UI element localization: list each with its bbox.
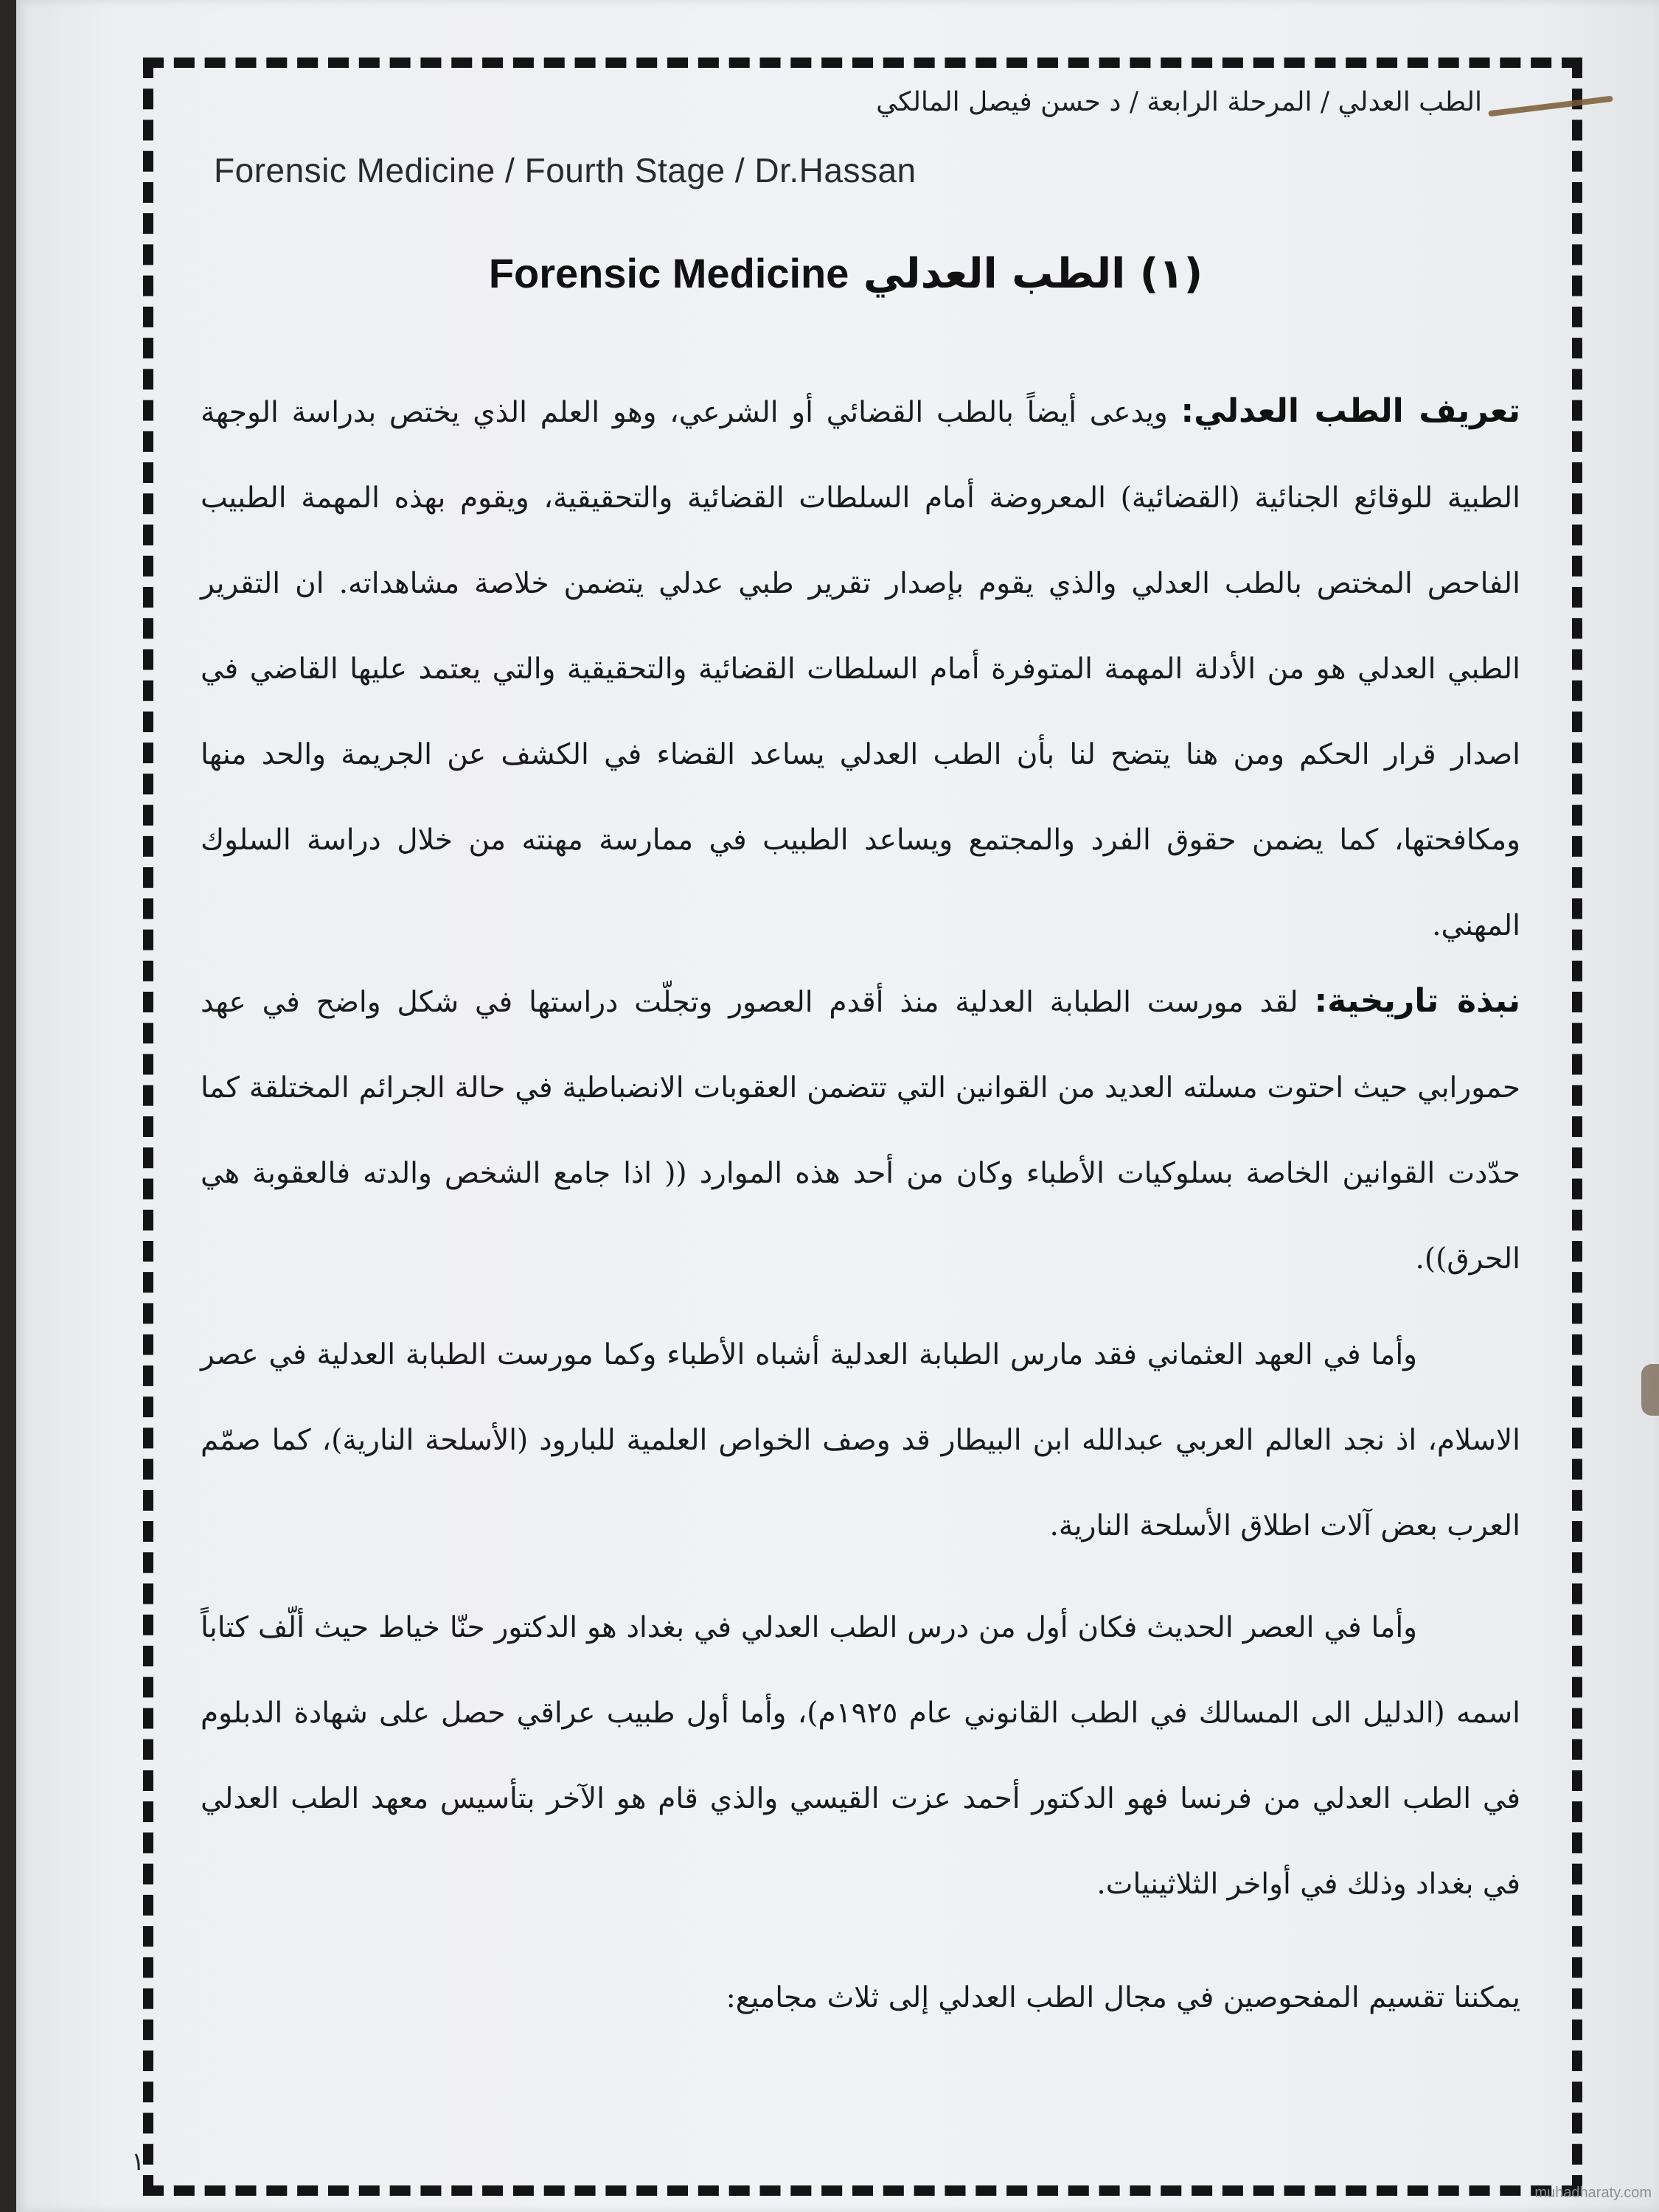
watermark: muhadharaty.com xyxy=(1534,2185,1652,2201)
history-lead: نبذة تاريخية: xyxy=(1314,982,1520,1020)
title-english: Forensic Medicine xyxy=(488,250,849,296)
definition-paragraph xyxy=(201,369,1520,969)
page-number: ١ xyxy=(131,2147,145,2177)
document-page xyxy=(16,0,1659,2212)
history-text: لقد مورست الطبابة العدلية منذ أقدم العصور وتجلّت دراستها في شكل واضح في عهد حمورابي حيث احتوت مسلته العديد من القوانين التي تتضمن العقوبات الانضباطية في حالة الجرائم المختلقة كما حدّدت القوانين الخاصة بسلوكيات الأطباء وكان من أحد هذه الموارد (( اذا جامع الشخص والدته فالعقوبة هي الحرق)). xyxy=(201,986,1520,1276)
modern-era-paragraph: وأما في العصر الحديث فكان أول من درس الطب العدلي في بغداد هو الدكتور حنّا خياط حيث ألّف كتاباً اسمه (الدليل الى المسالك في الطب القانوني عام ١٩٢٥م)، وأما أول طبيب عراقي حصل على شهادة الدبلوم في الطب العدلي من فرنسا فهو الدكتور أحمد عزت القيسي والذي قام هو الآخر بتأسيس معهد الطب العدلي في بغداد وذلك في أواخر الثلاثينيات. xyxy=(201,1611,1520,1901)
title-arabic: (١) الطب العدلي xyxy=(863,250,1203,298)
page-edge-stain xyxy=(1641,1364,1659,1416)
header-arabic: الطب العدلي / المرحلة الرابعة / د حسن فيصل المالكي xyxy=(876,87,1482,117)
classification-paragraph: يمكننا تقسيم المفحوصين في مجال الطب العدلي إلى ثلاث مجاميع: xyxy=(726,1981,1520,2014)
header-english: Forensic Medicine / Fourth Stage / Dr.Hassan xyxy=(214,151,917,189)
ottoman-paragraph: وأما في العهد العثماني فقد مارس الطبابة العدلية أشباه الأطباء وكما مورست الطبابة العدلية في عصر الاسلام، اذ نجد العالم العربي عبدالله ابن البيطار قد وصف الخواص العلمية للبارود (الأسلحة النارية)، كما صمّم العرب بعض آلات اطلاق الأسلحة النارية. xyxy=(201,1338,1520,1543)
definition-lead: تعريف الطب العدلي: xyxy=(1180,392,1520,430)
page-title xyxy=(193,249,1498,298)
definition-text: ويدعى أيضاً بالطب القضائي أو الشرعي، وهو العلم الذي يختص بدراسة الوجهة الطبية للوقائع الجنائية (القضائية) المعروضة أمام السلطات القضائية والتحقيقية، ويقوم بهذه المهمة الطبيب الفاحص المختص بالطب العدلي والذي يقوم بإصدار تقرير طبي عدلي يتضمن خلاصة مشاهداته. ان التقرير الطبي العدلي هو من الأدلة المهمة المتوفرة أمام السلطات القضائية والتحقيقية والتي يعتمد عليها القاضي في اصدار قرار الحكم ومن هنا يتضح لنا بأن الطب العدلي يساعد القضاء في الكشف عن الجريمة والحد منها ومكافحتها، كما يضمن حقوق الفرد والمجتمع ويساعد الطبيب في ممارسة مهنته من خلال دراسة السلوك المهني. xyxy=(201,396,1520,942)
history-paragraph xyxy=(201,959,1520,1302)
